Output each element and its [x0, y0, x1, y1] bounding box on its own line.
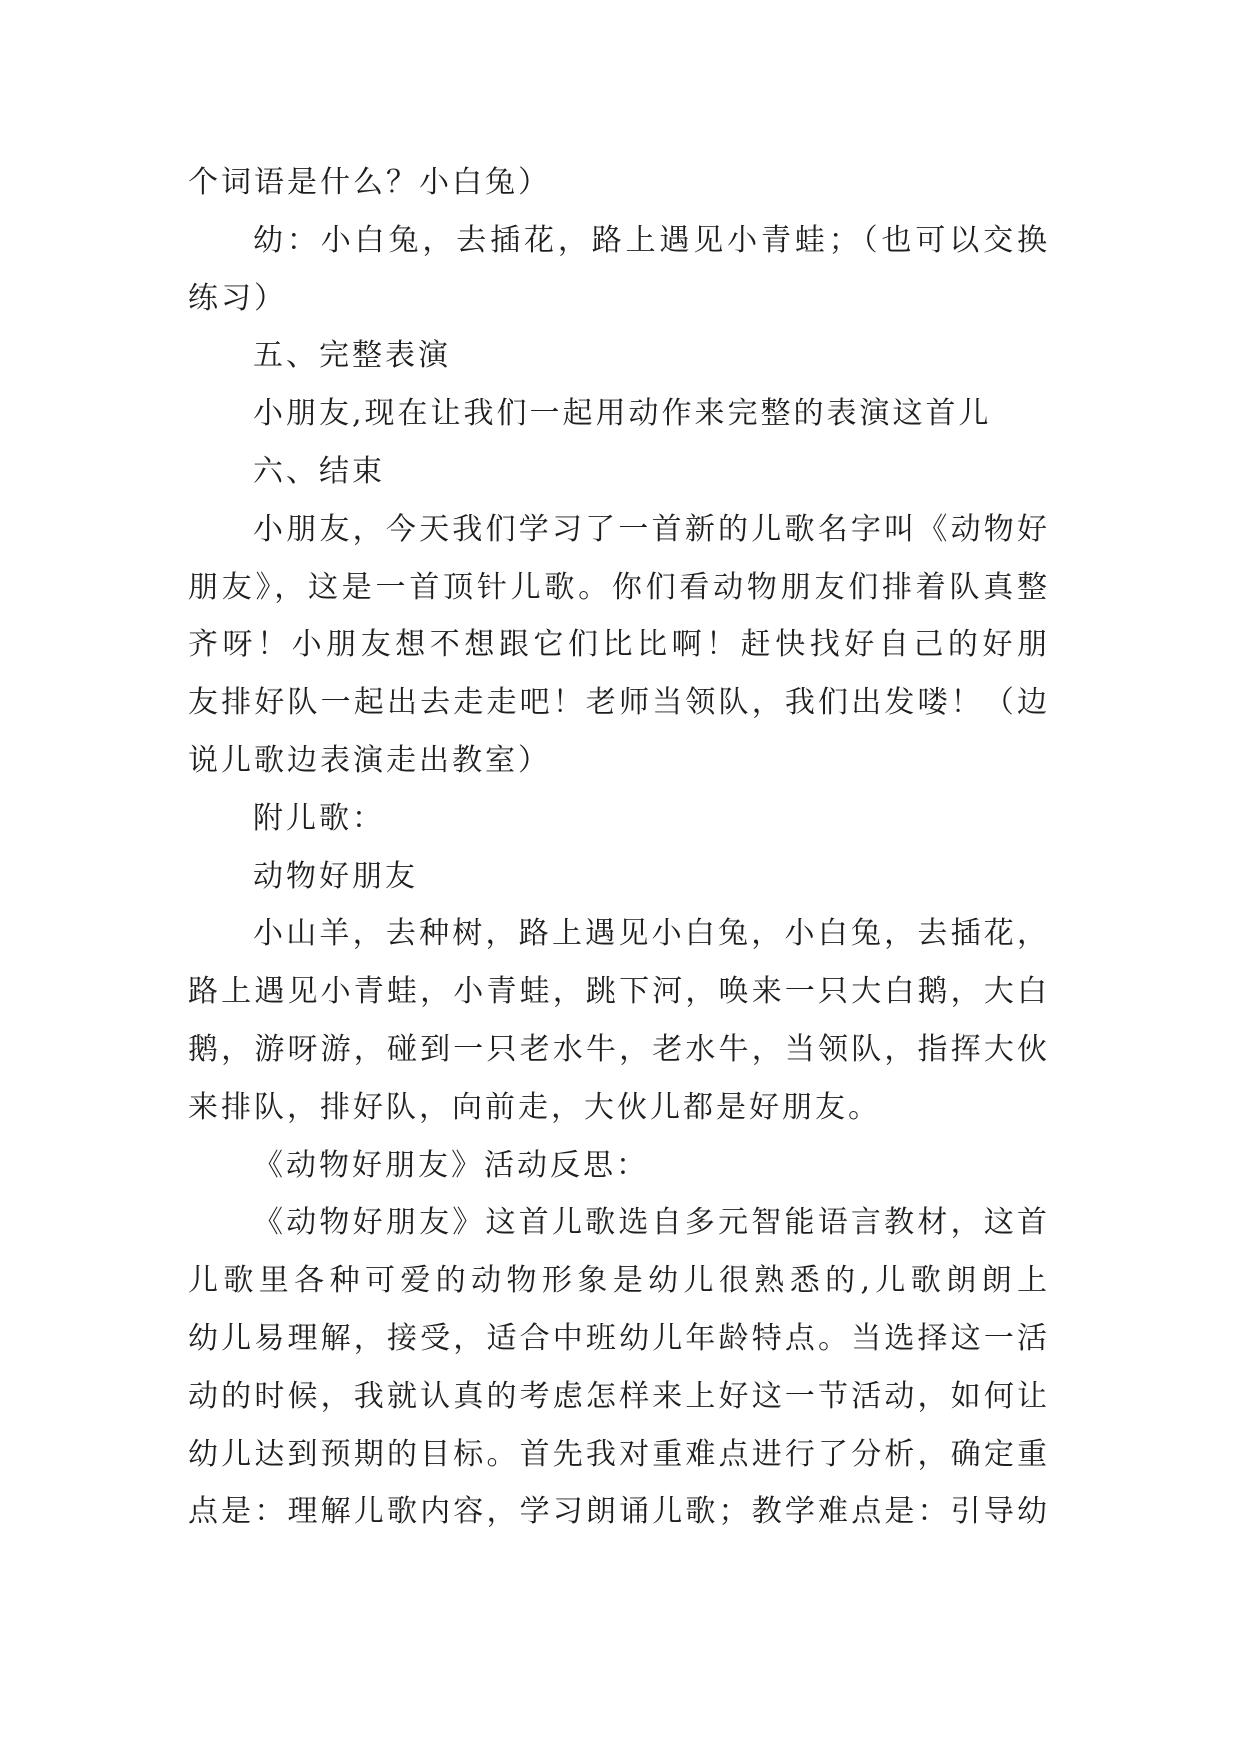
text-line: 《动物好朋友》活动反思： — [253, 1147, 649, 1183]
text-line: 来排队，排好队，向前走，大伙儿都是好朋友。 — [188, 1089, 881, 1125]
text-line: 练习） — [188, 280, 287, 316]
section-heading-performance — [188, 327, 1050, 385]
text-line: 朋友》，这是一首顶针儿歌。你们看动物朋友们排着队真整 — [188, 569, 1050, 605]
text-line: 齐呀！小朋友想不想跟它们比比啊！赶快找好自己的好朋 — [188, 627, 1050, 663]
text-line: 点是：理解儿歌内容，学习朗诵儿歌；教学难点是：引导幼 — [188, 1494, 1050, 1530]
paragraph-performance — [188, 385, 1050, 443]
text-line: 友排好队一起出去走走吧！老师当领队，我们出发喽！（边 — [188, 685, 1050, 721]
paragraph-ending — [188, 501, 1050, 790]
text-line: 路上遇见小青蛙，小青蛙，跳下河，唤来一只大白鹅，大白 — [188, 974, 1050, 1010]
paragraph-reflection — [188, 1194, 1050, 1541]
text-line: 小山羊，去种树，路上遇见小白兔，小白兔，去插花， — [253, 916, 1050, 952]
song-title — [188, 848, 1050, 906]
text-line: 六、结束 — [253, 453, 385, 489]
text-line: 小朋友,现在让我们一起用动作来完整的表演这首儿 — [253, 396, 992, 432]
paragraph-teaching-step — [188, 212, 1050, 328]
text-line: 五、完整表演 — [253, 338, 451, 374]
section-heading-ending — [188, 443, 1050, 501]
text-line: 《动物好朋友》这首儿歌选自多元智能语言教材，这首 — [253, 1205, 1050, 1241]
text-line: 动的时候，我就认真的考虑怎样来上好这一节活动，如何让 — [188, 1378, 1050, 1414]
text-line: 儿歌里各种可爱的动物形象是幼儿很熟悉的,儿歌朗朗上 — [188, 1263, 1050, 1299]
text-line: 附儿歌： — [253, 800, 385, 836]
text-line: 幼：小白兔，去插花，路上遇见小青蛙；（也可以交换 — [253, 222, 1050, 258]
text-line: 个词语是什么？小白兔） — [188, 165, 551, 200]
paragraph-continued — [188, 154, 1050, 212]
text-line: 鹅，游呀游，碰到一只老水牛，老水牛，当领队，指挥大伙 — [188, 1031, 1050, 1067]
text-line: 幼儿达到预期的目标。首先我对重难点进行了分析，确定重 — [188, 1436, 1050, 1472]
text-line: 小朋友，今天我们学习了一首新的儿歌名字叫《动物好 — [253, 511, 1050, 547]
reflection-heading — [188, 1137, 1050, 1195]
appendix-label — [188, 790, 1050, 848]
text-line: 说儿歌边表演走出教室） — [188, 742, 551, 778]
text-line: 动物好朋友 — [253, 858, 418, 894]
document-body — [188, 154, 1050, 1541]
text-line: 幼儿易理解，接受，适合中班幼儿年龄特点。当选择这一活 — [188, 1320, 1050, 1356]
song-lyrics — [188, 905, 1050, 1136]
